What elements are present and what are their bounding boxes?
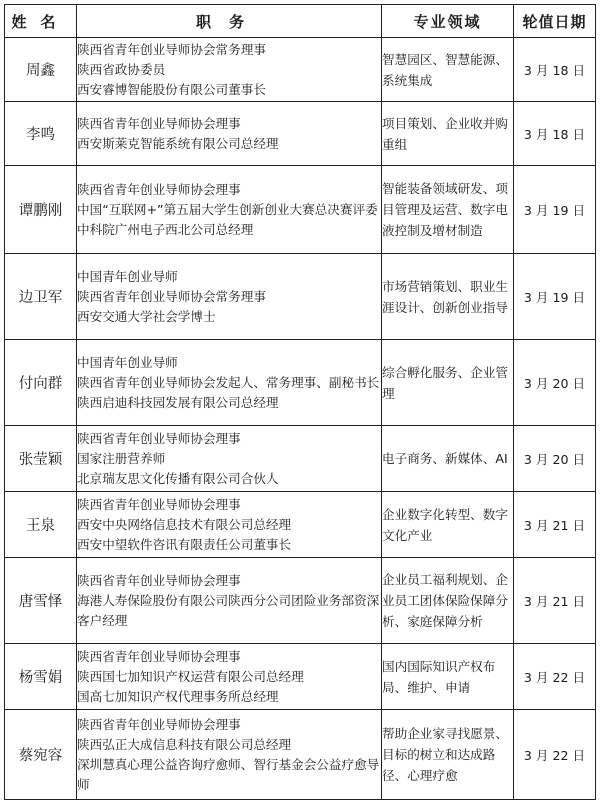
mentor-schedule-table — [4, 4, 596, 800]
duty-line: 国高七加知识产权代理事务所总经理 — [77, 688, 279, 704]
header-date: 轮值日期 — [514, 5, 596, 38]
mentor-name: 张莹颖 — [5, 426, 77, 492]
mentor-duties — [77, 558, 382, 644]
mentor-duties — [77, 340, 382, 426]
mentor-field: 项目策划、企业收并购重组 — [382, 102, 514, 166]
duty-line: 北京瑞友思文化传播有限公司合伙人 — [77, 470, 279, 486]
duty-date: 3 月 20 日 — [514, 340, 596, 426]
duty-line: 西安中望软件咨讯有限责任公司董事长 — [77, 536, 292, 552]
table-row — [5, 644, 596, 710]
mentor-name: 王泉 — [5, 492, 77, 558]
mentor-name: 付向群 — [5, 340, 77, 426]
header-field: 专业领域 — [382, 5, 514, 38]
mentor-field: 综合孵化服务、企业管理 — [382, 340, 514, 426]
mentor-name: 谭鹏刚 — [5, 166, 77, 254]
duty-line: 深圳慧真心理公益咨询疗愈师、智行基金会公益疗愈导师 — [77, 756, 380, 792]
mentor-name: 唐雪怿 — [5, 558, 77, 644]
mentor-duties — [77, 426, 382, 492]
table-row — [5, 558, 596, 644]
header-name: 姓名 — [5, 5, 77, 38]
duty-line: 陕西省青年创业导师协会理事 — [77, 648, 241, 664]
mentor-duties — [77, 254, 382, 340]
table-row — [5, 166, 596, 254]
duty-line: 中国青年创业导师 — [77, 354, 178, 370]
mentor-field: 帮助企业家寻找愿景、目标的树立和达成路径、心理疗愈 — [382, 710, 514, 800]
table-row — [5, 102, 596, 166]
duty-date: 3 月 22 日 — [514, 644, 596, 710]
duty-line: 陕西省青年创业导师协会理事 — [77, 716, 241, 732]
table-row — [5, 492, 596, 558]
duty-line: 陕西弘正大成信息科技有限公司总经理 — [77, 736, 292, 752]
header-duty: 职务 — [77, 5, 382, 38]
duty-line: 西安交通大学社会学博士 — [77, 308, 216, 324]
mentor-field: 企业员工福利规划、企业员工团体保险保障分析、家庭保障分析 — [382, 558, 514, 644]
table-row — [5, 340, 596, 426]
duty-line: 西安中央网络信息技术有限公司总经理 — [77, 516, 292, 532]
duty-date: 3 月 22 日 — [514, 710, 596, 800]
mentor-duties — [77, 102, 382, 166]
table-row — [5, 426, 596, 492]
mentor-duties — [77, 166, 382, 254]
mentor-duties — [77, 644, 382, 710]
duty-date: 3 月 21 日 — [514, 492, 596, 558]
mentor-name: 李鸣 — [5, 102, 77, 166]
mentor-field: 国内国际知识产权布局、维护、申请 — [382, 644, 514, 710]
duty-line: 陕西省青年创业导师协会理事 — [77, 430, 241, 446]
mentor-name: 边卫军 — [5, 254, 77, 340]
mentor-field: 企业数字化转型、数字文化产业 — [382, 492, 514, 558]
duty-line: 中国“互联网+”第五届大学生创新创业大赛总决赛评委 — [77, 201, 378, 217]
table-row — [5, 710, 596, 800]
mentor-duties — [77, 38, 382, 102]
duty-line: 陕西启迪科技园发展有限公司总经理 — [77, 394, 279, 410]
duty-line: 海港人寿保险股份有限公司陕西分公司团险业务部资深客户经理 — [77, 592, 380, 628]
duty-line: 陕西省政协委员 — [77, 61, 166, 77]
duty-line: 中科院广州电子西北公司总经理 — [77, 221, 254, 237]
duty-line: 陕西省青年创业导师协会发起人、常务理事、副秘书长 — [77, 374, 380, 390]
duty-date: 3 月 20 日 — [514, 426, 596, 492]
duty-date: 3 月 21 日 — [514, 558, 596, 644]
mentor-name: 周鑫 — [5, 38, 77, 102]
duty-line: 陕西省青年创业导师协会理事 — [77, 181, 241, 197]
duty-line: 陕西省青年创业导师协会理事 — [77, 115, 241, 131]
mentor-field: 智慧园区、智慧能源、系统集成 — [382, 38, 514, 102]
duty-line: 西安睿博智能股份有限公司董事长 — [77, 81, 266, 97]
duty-line: 中国青年创业导师 — [77, 268, 178, 284]
duty-line: 陕西省青年创业导师协会常务理事 — [77, 288, 266, 304]
table-header-row — [5, 5, 596, 38]
duty-line: 陕西省青年创业导师协会常务理事 — [77, 41, 266, 57]
table-row — [5, 38, 596, 102]
mentor-name: 蔡宛容 — [5, 710, 77, 800]
mentor-duties — [77, 710, 382, 800]
duty-line: 陕西国七加知识产权运营有限公司总经理 — [77, 668, 304, 684]
duty-date: 3 月 19 日 — [514, 254, 596, 340]
duty-date: 3 月 19 日 — [514, 166, 596, 254]
duty-date: 3 月 18 日 — [514, 38, 596, 102]
mentor-field: 市场营销策划、职业生涯设计、创新创业指导 — [382, 254, 514, 340]
duty-date: 3 月 18 日 — [514, 102, 596, 166]
table-row — [5, 254, 596, 340]
table-body — [5, 38, 596, 800]
mentor-duties — [77, 492, 382, 558]
mentor-field: 智能装备领域研发、项目管理及运营、数字电液控制及增材制造 — [382, 166, 514, 254]
duty-line: 国家注册营养师 — [77, 450, 166, 466]
duty-line: 陕西省青年创业导师协会理事 — [77, 572, 241, 588]
duty-line: 陕西省青年创业导师协会理事 — [77, 496, 241, 512]
duty-line: 西安斯莱克智能系统有限公司总经理 — [77, 135, 279, 151]
mentor-name: 杨雪娟 — [5, 644, 77, 710]
mentor-field: 电子商务、新媒体、AI — [382, 426, 514, 492]
